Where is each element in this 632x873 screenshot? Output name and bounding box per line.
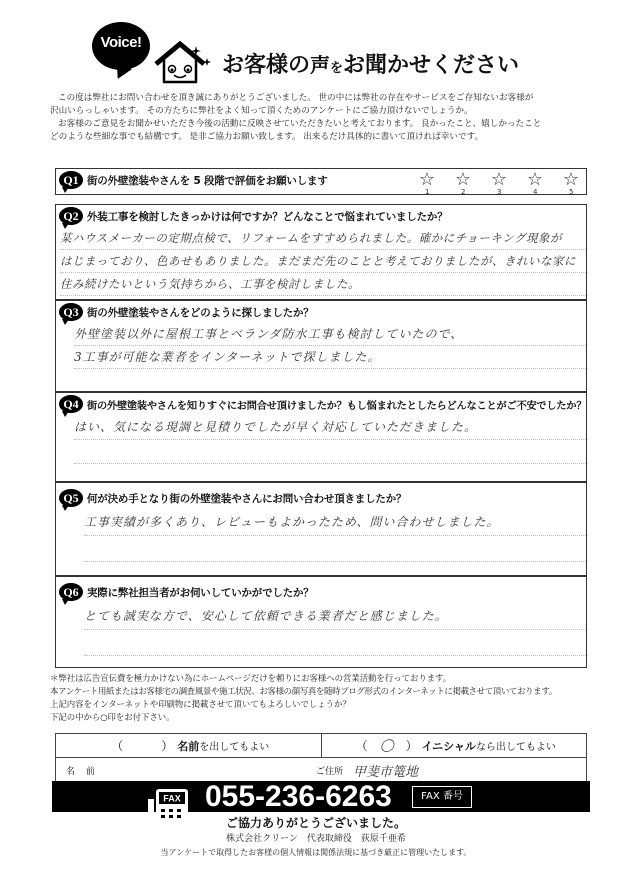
intro-line: どのような些細な事でも結構です。 是非ご協力お願い致します。 出来るだけ具体的に書いて頂ければ幸いです。 — [50, 132, 484, 142]
privacy-statement: 当アンケートで取得したお客様の個人情報は関係法規に基づき厳正に管理いたします。 — [160, 848, 472, 857]
option-show-initial[interactable]: （ 〇 ） イニシャル なら出してもよい — [321, 734, 587, 757]
answer-line: 工事実績が多くあり、レビューもよかったため、問い合わせしました。 — [84, 509, 586, 536]
intro-line: 沢山いらっしゃいます。 その方たちに弊社をよく知って頂くためのアンケートにご協力頂けないでしょうか。 — [50, 106, 473, 116]
answer-line: 外壁塗装以外に屋根工事とベランダ防水工事も検討していたので、 — [74, 323, 586, 346]
svg-text:FAX: FAX — [163, 793, 181, 804]
question-2-box — [55, 204, 587, 300]
question-badge: Q1 — [59, 171, 83, 189]
answer-area[interactable] — [56, 227, 586, 296]
question-1-box — [55, 168, 587, 195]
notice-line: 本アンケート用紙またはお客様宅の調査風景や施工状況、お客様の顔写真を随時ブログ形式のインターネットに掲載させて頂いております。 — [50, 686, 557, 696]
address-label: ご住所 — [316, 766, 344, 777]
question-header — [56, 487, 586, 509]
option-initial-mark[interactable]: 〇 — [379, 738, 394, 755]
question-text: 街の外壁塗装やさんを知りすぐにお問合せ頂けましたか？もし悩まれたとしたらどんなことがご不安でしたか？ — [87, 400, 587, 412]
question-badge: Q4 — [59, 395, 83, 413]
answer-area[interactable] — [56, 415, 586, 464]
fax-number: 055-236-6263 — [205, 780, 392, 813]
star-2-icon[interactable]: ☆ 2 — [454, 169, 472, 196]
fax-label: FAX 番号 — [412, 786, 472, 808]
question-header — [56, 301, 586, 323]
question-header — [56, 205, 586, 227]
notice-line: 下記の中から○印をお付下さい。 — [50, 712, 175, 722]
answer-line — [84, 536, 586, 562]
answer-line: とても誠実な方で、安心して依頼できる業者だと感じました。 — [84, 603, 586, 630]
star-4-icon[interactable]: ☆ 4 — [526, 169, 544, 196]
rating-stars[interactable] — [418, 169, 580, 196]
question-header — [56, 393, 586, 415]
question-header — [56, 581, 586, 603]
question-badge: Q6 — [59, 583, 83, 601]
voice-badge-text: Voice! — [100, 34, 142, 51]
answer-line: 3工事が可能な業者をインターネットで探しました。 — [74, 346, 586, 369]
notice-line: 上記内容をインターネットや印刷物に掲載させて頂いてもよろしいでしょうか？ — [50, 699, 351, 709]
star-1-icon[interactable]: ☆ 1 — [418, 169, 436, 196]
address-field[interactable]: 甲斐市篭地 — [353, 764, 419, 780]
question-6-box — [55, 576, 587, 668]
consent-form — [55, 733, 587, 783]
intro-line: この度は弊社にお問い合わせを頂き誠にありがとうございました。 世の中には弊社の存在やサービスをご存知ないお客様が — [58, 93, 534, 103]
notice-line: ＊弊社は広告宣伝費を極力かけない為にホームページだけを頼りにお客様への営業活動を行っております。 — [50, 673, 452, 683]
question-text: 街の外壁塗装やさんをどのように探しましたか？ — [87, 306, 314, 319]
footer — [0, 815, 632, 859]
question-badge: Q2 — [59, 207, 83, 225]
question-badge: Q5 — [59, 489, 83, 507]
name-label: 名 前 — [66, 766, 99, 777]
question-text: 街の外壁塗装やさんを 5 段階で評価をお願いします — [87, 174, 328, 187]
answer-area[interactable] — [56, 603, 586, 656]
smiling-house-icon — [152, 40, 214, 84]
question-text: 何が決め手となり街の外壁塗装やさんにお問い合わせ頂きましたか？ — [87, 492, 407, 505]
answer-area[interactable] — [56, 509, 586, 562]
consent-options — [56, 734, 586, 758]
question-4-box — [55, 392, 587, 482]
answer-line: はじまっており、色あせもありました。まだまだ先のことと考えておりましたが、きれいな家に — [60, 250, 586, 273]
question-text: 外装工事を検討したきっかけは何ですか？どんなことで悩まれていましたか？ — [87, 210, 448, 223]
answer-line: はい、気になる現調と見積りでしたが早く対応していただきました。 — [74, 415, 586, 440]
intro-text — [50, 92, 590, 144]
page-title: お客様の声をお聞かせください — [222, 53, 520, 78]
intro-line: お客様のご意見をお聞かせいただき今後の活動に反映させていただきたいと考えております。 良かったこと、嬉しかったこと — [58, 119, 542, 129]
option-show-name[interactable]: （ ） 名前 を出してもよい — [111, 739, 270, 753]
question-3-box — [55, 300, 587, 392]
answer-line: 住み続けたいという気持ちから、工事を検討しました。 — [60, 273, 586, 296]
voice-speech-bubble-icon — [92, 22, 150, 70]
thanks-message: ご協力ありがとうございました。 — [225, 816, 406, 830]
star-3-icon[interactable]: ☆ 3 — [490, 169, 508, 196]
question-text: 実際に弊社担当者がお伺いしていかがでしたか？ — [87, 586, 314, 599]
publication-notice — [50, 672, 590, 724]
answer-line: 某ハウスメーカーの定期点検で、リフォームをすすめられました。確かにチョーキング現象が — [60, 227, 586, 250]
answer-line — [84, 630, 586, 656]
question-5-box — [55, 482, 587, 576]
company-info: 株式会社クリーン 代表取締役 荻原千亜希 — [226, 834, 406, 844]
answer-area[interactable] — [56, 323, 586, 369]
question-badge: Q3 — [59, 303, 83, 321]
answer-line — [74, 440, 586, 464]
contact-fields — [56, 758, 586, 782]
star-5-icon[interactable]: ☆ 5 — [562, 169, 580, 196]
header — [0, 0, 632, 88]
